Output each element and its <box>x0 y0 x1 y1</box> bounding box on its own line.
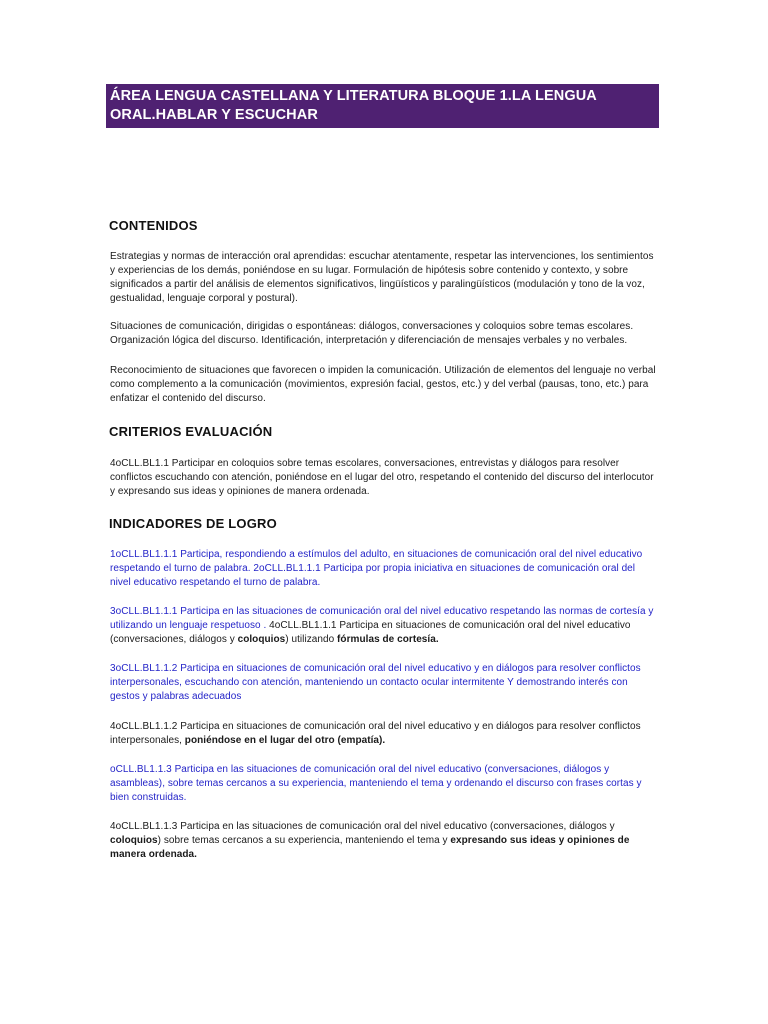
indicador-5: oCLL.BL1.1.3 Participa en las situaciones de comunicación oral del nivel educativo (conversaciones, diálogos y asambleas), sobre temas cercanos a su experiencia, manteniendo el tema y ordenando el discurso con frases cortas y bien construidas. <box>110 764 642 803</box>
contenidos-paragraph-2: Situaciones de comunicación, dirigidas o espontáneas: diálogos, conversaciones y coloquios sobre temas escolares. Organización lógica del discurso. Identificación, interpretación y diferenciación de mensajes verbales y no verbales. <box>110 321 634 346</box>
indicador-2-black-text-2: ) utilizando <box>285 634 338 645</box>
indicador-6-black-text: 4oCLL.BL1.1.3 Participa en las situaciones de comunicación oral del nivel educativo (conversaciones, diálogos y <box>110 821 615 832</box>
indicador-3-blue-text: en situaciones de comunicación oral del nivel educativo y en diálogos para resolver conflictos interpersonales, escuchando con atención, manteniendo un contacto ocular intermitente Y demostrando interés con gestos y palabras adecuados <box>110 663 641 702</box>
indicador-2-bold-formulas: fórmulas de cortesía. <box>337 634 439 645</box>
contenidos-paragraph-1: Estrategias y normas de interacción oral aprendidas: escuchar atentamente, respetar las intervenciones, los sentimientos y experiencias de los demás, poniéndose en su lugar. Formulación de hipótesis sobre contenido y contexto, y sobre significados a partir del análisis de elementos significativos, lingüísticos y paralingüísticos (modulación y tono de la voz, gestualidad, lenguaje corporal y postural). <box>110 251 654 304</box>
indicadores-heading: INDICADORES DE LOGRO <box>109 516 277 531</box>
contenidos-paragraph-3: Reconocimiento de situaciones que favorecen o impiden la comunicación. Utilización de elementos del lenguaje no verbal como complemento a la comunicación (movimientos, expresión facial, gestos, etc.) y del verbal (pausas, tono, etc.) para enfatizar el contenido del discurso. <box>110 365 656 404</box>
indicador-4-black-text: 4oCLL.BL1.1.2 Participa en situaciones de comunicación oral del nivel educativo y en diálogos para resolver conflictos interpersonales, <box>110 721 641 746</box>
indicador-6-black-text-2: ) sobre temas cercanos a su experiencia, manteniendo el tema y <box>157 835 451 846</box>
document-title: ÁREA LENGUA CASTELLANA Y LITERATURA BLOQUE 1.LA LENGUA ORAL.HABLAR Y ESCUCHAR <box>106 84 659 128</box>
criterios-heading: CRITERIOS EVALUACIÓN <box>109 424 273 439</box>
indicador-2-blue-text: 3oCLL.BL1.1.1 Participa en las situaciones de comunicación oral del nivel educativo respetando las normas de cortesía y utilizando un lenguaje respetuoso . <box>110 606 654 631</box>
indicador-4 <box>110 720 658 748</box>
indicador-6 <box>110 820 658 862</box>
indicador-2-black-text: 4oCLL.BL1.1.1 Participa en situaciones de comunicación oral del nivel educativo (conversaciones, diálogos y <box>110 620 631 645</box>
indicador-2 <box>110 605 658 647</box>
indicador-4-bold-text: poniéndose en el lugar del otro (empatía). <box>184 735 386 746</box>
indicador-3 <box>110 662 658 704</box>
contenidos-heading: CONTENIDOS <box>109 218 198 233</box>
indicador-3-blue-code: 3oCLL.BL1.1.2 Participa <box>110 663 223 674</box>
indicador-6-bold-coloquios: coloquios <box>110 835 158 846</box>
indicador-2-bold-coloquios: coloquios <box>237 634 286 645</box>
indicador-6-bold-expresando: expresando sus ideas y opiniones de manera ordenada. <box>110 835 630 860</box>
criterios-paragraph: 4oCLL.BL1.1 Participar en coloquios sobre temas escolares, conversaciones, entrevistas y diálogos para resolver conflictos escuchando con atención, poniéndose en el lugar del otro, respetando el contenido del discurso del interlocutor y expresando sus ideas y opiniones de manera ordenada. <box>110 458 654 497</box>
indicador-1: 1oCLL.BL1.1.1 Participa, respondiendo a estímulos del adulto, en situaciones de comunicación oral del nivel educativo respetando el turno de palabra. 2oCLL.BL1.1.1 Participa por propia iniciativa en situaciones de comunicación oral del nivel educativo respetando el turno de palabra. <box>110 549 643 588</box>
